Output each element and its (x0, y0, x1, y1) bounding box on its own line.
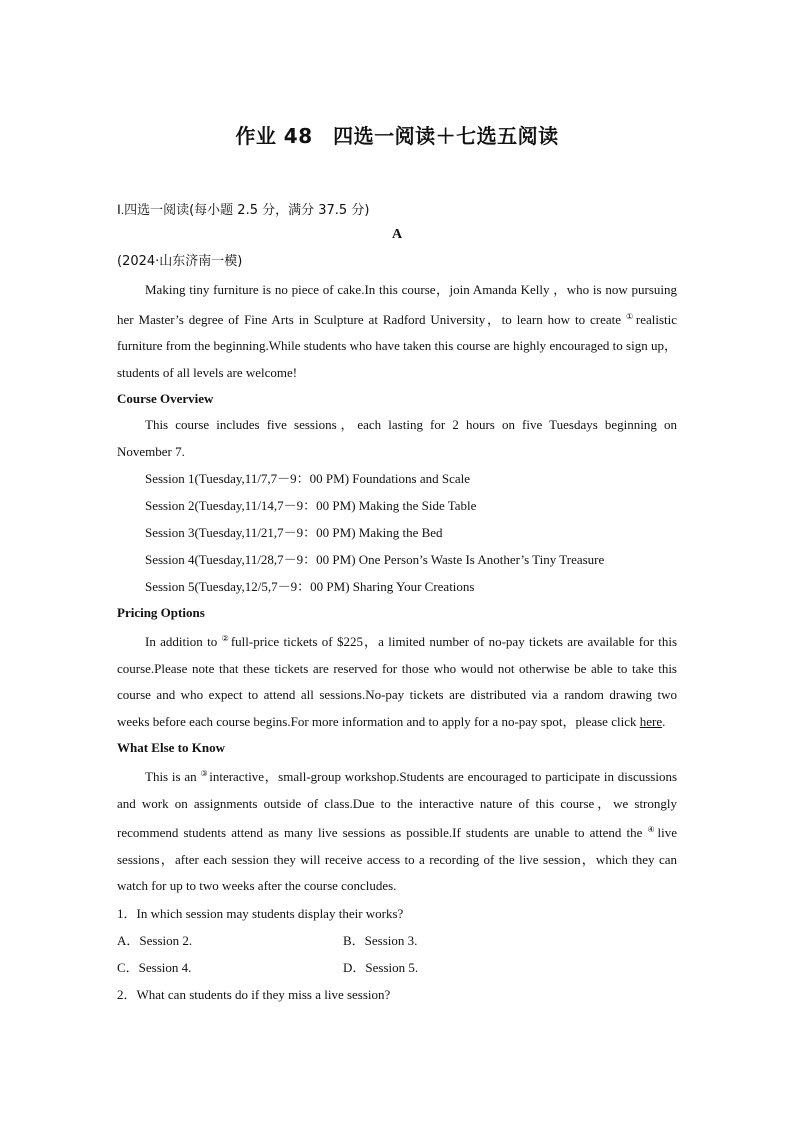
option-c[interactable]: C．Session 4. (117, 959, 192, 975)
question-options-row (117, 927, 677, 954)
session-item: Session 1(Tuesday,11/7,7－9：00 PM) Foundations and Scale (145, 471, 471, 486)
course-overview-text: This course includes five sessions，each lasting for 2 hours on five Tuesdays beginning on November 7. (117, 417, 677, 459)
footnote-marker: ③ (200, 769, 209, 778)
section-number: Ⅰ. (117, 202, 125, 217)
footnote-marker: ② (221, 634, 230, 643)
option-b[interactable]: B．Session 3. (343, 932, 418, 948)
footnote-marker: ① (626, 311, 635, 321)
session-item: Session 5(Tuesday,12/5,7－9：00 PM) Sharing Your Creations (145, 579, 475, 594)
option-d[interactable]: D．Session 5. (343, 959, 419, 975)
question-stem: 2．What can students do if they miss a live session? (117, 986, 391, 1002)
session-item: Session 2(Tuesday,11/14,7－9：00 PM) Making the Side Table (145, 498, 477, 513)
page-title: 作业 48 四选一阅读＋七选五阅读 (235, 124, 559, 148)
section-label: 四选一阅读(每小题 2.5 分，满分 37.5 分) (124, 203, 370, 218)
intro-paragraph: Making tiny furniture is no piece of cake.In this course，join Amanda Kelly ，who is now pursuing her Master’s degree of Fine Arts in Sculpture at Radford University，to learn how to create ①realistic furniture from the beginning.While students who have taken this course are highly encouraged to sign up，students of all levels are welcome! (117, 282, 678, 380)
course-overview-heading: Course Overview (117, 391, 214, 406)
passage-body (117, 277, 677, 1008)
section-heading (117, 199, 369, 218)
option-a[interactable]: A．Session 2. (117, 932, 193, 948)
what-else-paragraph: This is an ③interactive，small-group workshop.Students are encouraged to participate in discussions and work on assignments outside of class.Due to the interactive nature of this course，we strongly recommend students attend as many live sessions as possible.If students are unable to attend the ④live sessions，after each session they will receive access to a recording of the live session，which they can watch for up to two weeks after the course concludes. (117, 769, 678, 893)
what-else-heading: What Else to Know (117, 740, 225, 755)
session-item: Session 4(Tuesday,11/28,7－9：00 PM) One Person’s Waste Is Another’s Tiny Treasure (145, 552, 605, 567)
session-item: Session 3(Tuesday,11/21,7－9：00 PM) Making the Bed (145, 525, 443, 540)
footnote-marker: ④ (647, 825, 657, 834)
apply-link[interactable]: here (639, 713, 663, 729)
question-stem: 1．In which session may students display their works? (117, 905, 404, 921)
question-options-row (117, 954, 677, 981)
pricing-paragraph: In addition to ②full-price tickets of $225，a limited number of no-pay tickets are available for this course.Please note that these tickets are reserved for those who would not otherwise be able to take this course and who expect to attend all sessions.No-pay tickets are distributed via a random drawing two weeks before each course begins.For more information and to apply for a no-pay spot，please click here. (117, 634, 678, 729)
passage-source: (2024·山东济南一模) (117, 254, 243, 269)
passage-letter: A (391, 227, 403, 242)
pricing-heading: Pricing Options (117, 605, 205, 620)
